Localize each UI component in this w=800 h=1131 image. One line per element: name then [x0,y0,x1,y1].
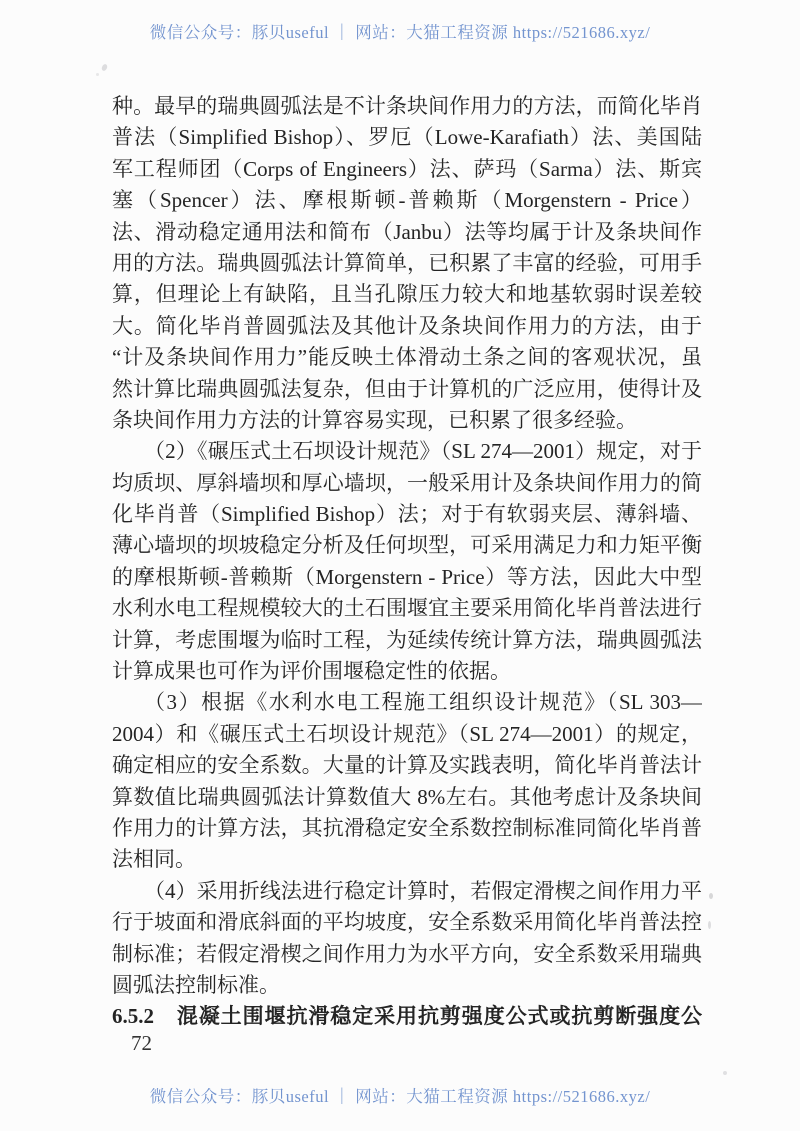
paragraph-line: 确定相应的安全系数。大量的计算及实践表明，简化毕肖普法计 [112,753,702,778]
paragraph-line: 计算，考虑围堰为临时工程，为延续传统计算方法，瑞典圆弧法 [112,627,702,652]
scan-artifact [101,63,108,71]
paragraph-line: 制标准；若假定滑楔之间作用力为水平方向，安全系数采用瑞典 [112,941,702,966]
paragraph-line: （4）采用折线法进行稳定计算时，若假定滑楔之间作用力平 [144,878,702,903]
paragraph-line: 法、滑动稳定通用法和简布（Janbu）法等均属于计及条块间作 [112,219,702,244]
paragraph-line: 然计算比瑞典圆弧法复杂，但由于计算机的广泛应用，使得计及 [112,376,702,401]
paragraph-line: 大。简化毕肖普圆弧法及其他计及条块间作用力的方法，由于 [112,313,702,338]
paragraph-line: 水利水电工程规模较大的土石围堰宜主要采用简化毕肖普法进行 [112,596,702,621]
scan-artifact [96,73,99,76]
paragraph-line: 作用力的计算方法，其抗滑稳定安全系数控制标准同简化毕肖普 [112,815,702,840]
paragraph-line: 2004）和《碾压式土石坝设计规范》（SL 274—2001）的规定， [112,721,702,746]
scan-artifact [723,1071,727,1075]
paragraph-line: 薄心墙坝的坝坡稳定分析及任何坝型，可采用满足力和力矩平衡 [112,533,702,558]
scan-artifact [708,921,711,929]
paragraph-line: （3）根据《水利水电工程施工组织设计规范》（SL 303— [144,690,702,715]
paragraph-line: 的摩根斯顿-普赖斯（Morgenstern - Price）等方法，因此大中型 [112,564,702,589]
paragraph-line: 圆弧法控制标准。 [112,972,280,997]
paragraph-line: 化毕肖普（Simplified Bishop）法；对于有软弱夹层、薄斜墙、 [112,502,702,527]
paragraph-line: 计算成果也可作为评价围堰稳定性的依据。 [112,659,511,684]
paragraph-line: 种。最早的瑞典圆弧法是不计条块间作用力的方法，而简化毕肖 [112,94,702,118]
paragraph-line: 条块间作用力方法的计算容易实现，已积累了很多经验。 [112,407,637,432]
paragraph-line: 塞（Spencer）法、摩根斯顿-普赖斯（Morgenstern - Price） [112,188,702,213]
paragraph-line: 算数值比瑞典圆弧法计算数值大 8%左右。其他考虑计及条块间 [112,784,702,809]
header-banner: 微信公众号：豚贝useful ｜ 网站：大猫工程资源 https://521686.xyz/ [149,23,651,42]
paragraph-line: （2）《碾压式土石坝设计规范》（SL 274—2001）规定，对于 [144,439,702,464]
page-number: 72 [131,1031,152,1055]
paragraph-line: 6.5.2 混凝土围堰抗滑稳定采用抗剪强度公式或抗剪断强度公 [112,1004,702,1029]
body-text [112,91,702,1033]
paragraph-line: 用的方法。瑞典圆弧法计算简单，已积累了丰富的经验，可用手 [112,250,702,275]
footer-banner: 微信公众号：豚贝useful ｜ 网站：大猫工程资源 https://521686.xyz/ [149,1087,651,1106]
scan-artifact [709,893,713,899]
paragraph-line: 法相同。 [112,847,196,872]
paragraph-line: 算，但理论上有缺陷，且当孔隙压力较大和地基软弱时误差较 [112,282,702,307]
paragraph-line: 均质坝、厚斜墙坝和厚心墙坝，一般采用计及条块间作用力的简 [112,470,702,495]
paragraph-line: 普法（Simplified Bishop）、罗厄（Lowe-Karafiath）法、美国陆 [112,125,702,150]
paragraph-line: 行于坡面和滑底斜面的平均坡度，安全系数采用简化毕肖普法控 [112,910,702,935]
paragraph-line: 军工程师团（Corps of Engineers）法、萨玛（Sarma）法、斯宾 [112,156,702,181]
paragraph-line: “计及条块间作用力”能反映土体滑动土条之间的客观状况，虽 [112,345,702,370]
